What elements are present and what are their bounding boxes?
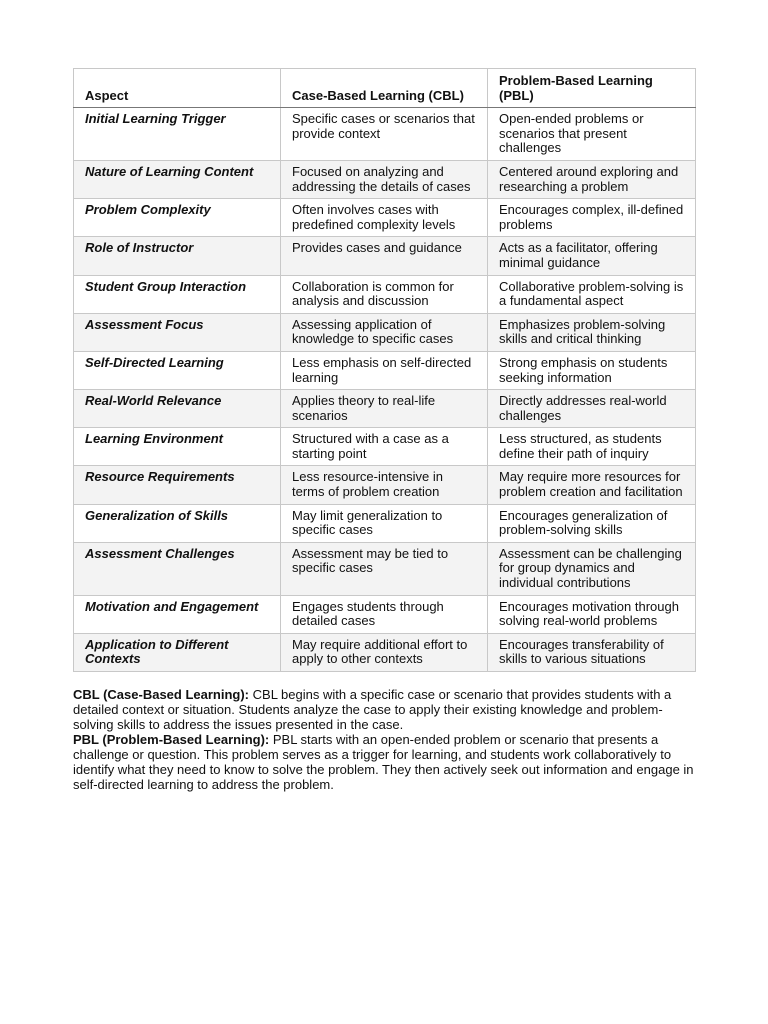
cell-aspect: Application to Different Contexts (74, 633, 281, 671)
cell-aspect: Initial Learning Trigger (74, 108, 281, 161)
table-row (74, 428, 696, 466)
table-row (74, 466, 696, 504)
table-row (74, 633, 696, 671)
cell-aspect: Resource Requirements (74, 466, 281, 504)
cell-cbl: Assessing application of knowledge to specific cases (281, 313, 488, 351)
cell-cbl: Engages students through detailed cases (281, 595, 488, 633)
cell-cbl: Structured with a case as a starting point (281, 428, 488, 466)
cell-aspect: Assessment Focus (74, 313, 281, 351)
cell-pbl: Assessment can be challenging for group dynamics and individual contributions (488, 542, 696, 595)
table-row (74, 275, 696, 313)
cell-pbl: Less structured, as students define their path of inquiry (488, 428, 696, 466)
header-pbl: Problem-Based Learning (PBL) (488, 69, 696, 108)
table-row (74, 595, 696, 633)
cell-cbl: Less resource-intensive in terms of problem creation (281, 466, 488, 504)
cell-cbl: May require additional effort to apply to other contexts (281, 633, 488, 671)
cell-cbl: Focused on analyzing and addressing the details of cases (281, 160, 488, 198)
table-row (74, 390, 696, 428)
table-row (74, 504, 696, 542)
cell-pbl: Acts as a facilitator, offering minimal guidance (488, 237, 696, 275)
cell-cbl: Collaboration is common for analysis and discussion (281, 275, 488, 313)
table-row (74, 542, 696, 595)
cell-aspect: Self-Directed Learning (74, 351, 281, 389)
cell-pbl: Collaborative problem-solving is a fundamental aspect (488, 275, 696, 313)
pbl-text: PBL starts with an open-ended problem or scenario that presents a challenge or question. This problem serves as a trigger for learning, and students work collaboratively to identify what they need to know to solve the problem. They then actively seek out information and engage in self-directed learning to address the problem. (73, 732, 694, 792)
cell-pbl: Emphasizes problem-solving skills and critical thinking (488, 313, 696, 351)
table-header (74, 69, 696, 108)
cell-pbl: May require more resources for problem creation and facilitation (488, 466, 696, 504)
cell-aspect: Nature of Learning Content (74, 160, 281, 198)
cell-cbl: Often involves cases with predefined complexity levels (281, 199, 488, 237)
cbl-definition (73, 687, 695, 732)
table-row (74, 160, 696, 198)
cell-pbl: Centered around exploring and researching a problem (488, 160, 696, 198)
cell-aspect: Student Group Interaction (74, 275, 281, 313)
cbl-text: CBL begins with a specific case or scenario that provides students with a detailed context or situation. Students analyze the case to apply their existing knowledge and problem-solving skills to address the issues presented in the case. (73, 687, 672, 732)
cell-cbl: May limit generalization to specific cases (281, 504, 488, 542)
cell-cbl: Less emphasis on self-directed learning (281, 351, 488, 389)
header-cbl: Case-Based Learning (CBL) (281, 69, 488, 108)
comparison-table (73, 68, 696, 672)
cell-cbl: Specific cases or scenarios that provide context (281, 108, 488, 161)
cell-aspect: Generalization of Skills (74, 504, 281, 542)
cell-cbl: Applies theory to real-life scenarios (281, 390, 488, 428)
cell-aspect: Assessment Challenges (74, 542, 281, 595)
table-row (74, 351, 696, 389)
definitions-section (73, 687, 695, 792)
pbl-definition (73, 732, 695, 792)
table-row (74, 237, 696, 275)
cell-pbl: Encourages complex, ill-defined problems (488, 199, 696, 237)
cell-cbl: Assessment may be tied to specific cases (281, 542, 488, 595)
cell-aspect: Motivation and Engagement (74, 595, 281, 633)
table-row (74, 199, 696, 237)
cell-aspect: Real-World Relevance (74, 390, 281, 428)
header-aspect: Aspect (74, 69, 281, 108)
cell-pbl: Directly addresses real-world challenges (488, 390, 696, 428)
cell-aspect: Problem Complexity (74, 199, 281, 237)
header-row (74, 69, 696, 108)
table-row (74, 108, 696, 161)
cell-pbl: Encourages generalization of problem-solving skills (488, 504, 696, 542)
cell-aspect: Learning Environment (74, 428, 281, 466)
cell-pbl: Encourages motivation through solving real-world problems (488, 595, 696, 633)
pbl-term: PBL (Problem-Based Learning): (73, 732, 270, 747)
table-body (74, 108, 696, 672)
document-page (73, 68, 695, 792)
cbl-term: CBL (Case-Based Learning): (73, 687, 250, 702)
cell-pbl: Strong emphasis on students seeking information (488, 351, 696, 389)
cell-pbl: Open-ended problems or scenarios that present challenges (488, 108, 696, 161)
cell-pbl: Encourages transferability of skills to various situations (488, 633, 696, 671)
table-row (74, 313, 696, 351)
cell-aspect: Role of Instructor (74, 237, 281, 275)
cell-cbl: Provides cases and guidance (281, 237, 488, 275)
